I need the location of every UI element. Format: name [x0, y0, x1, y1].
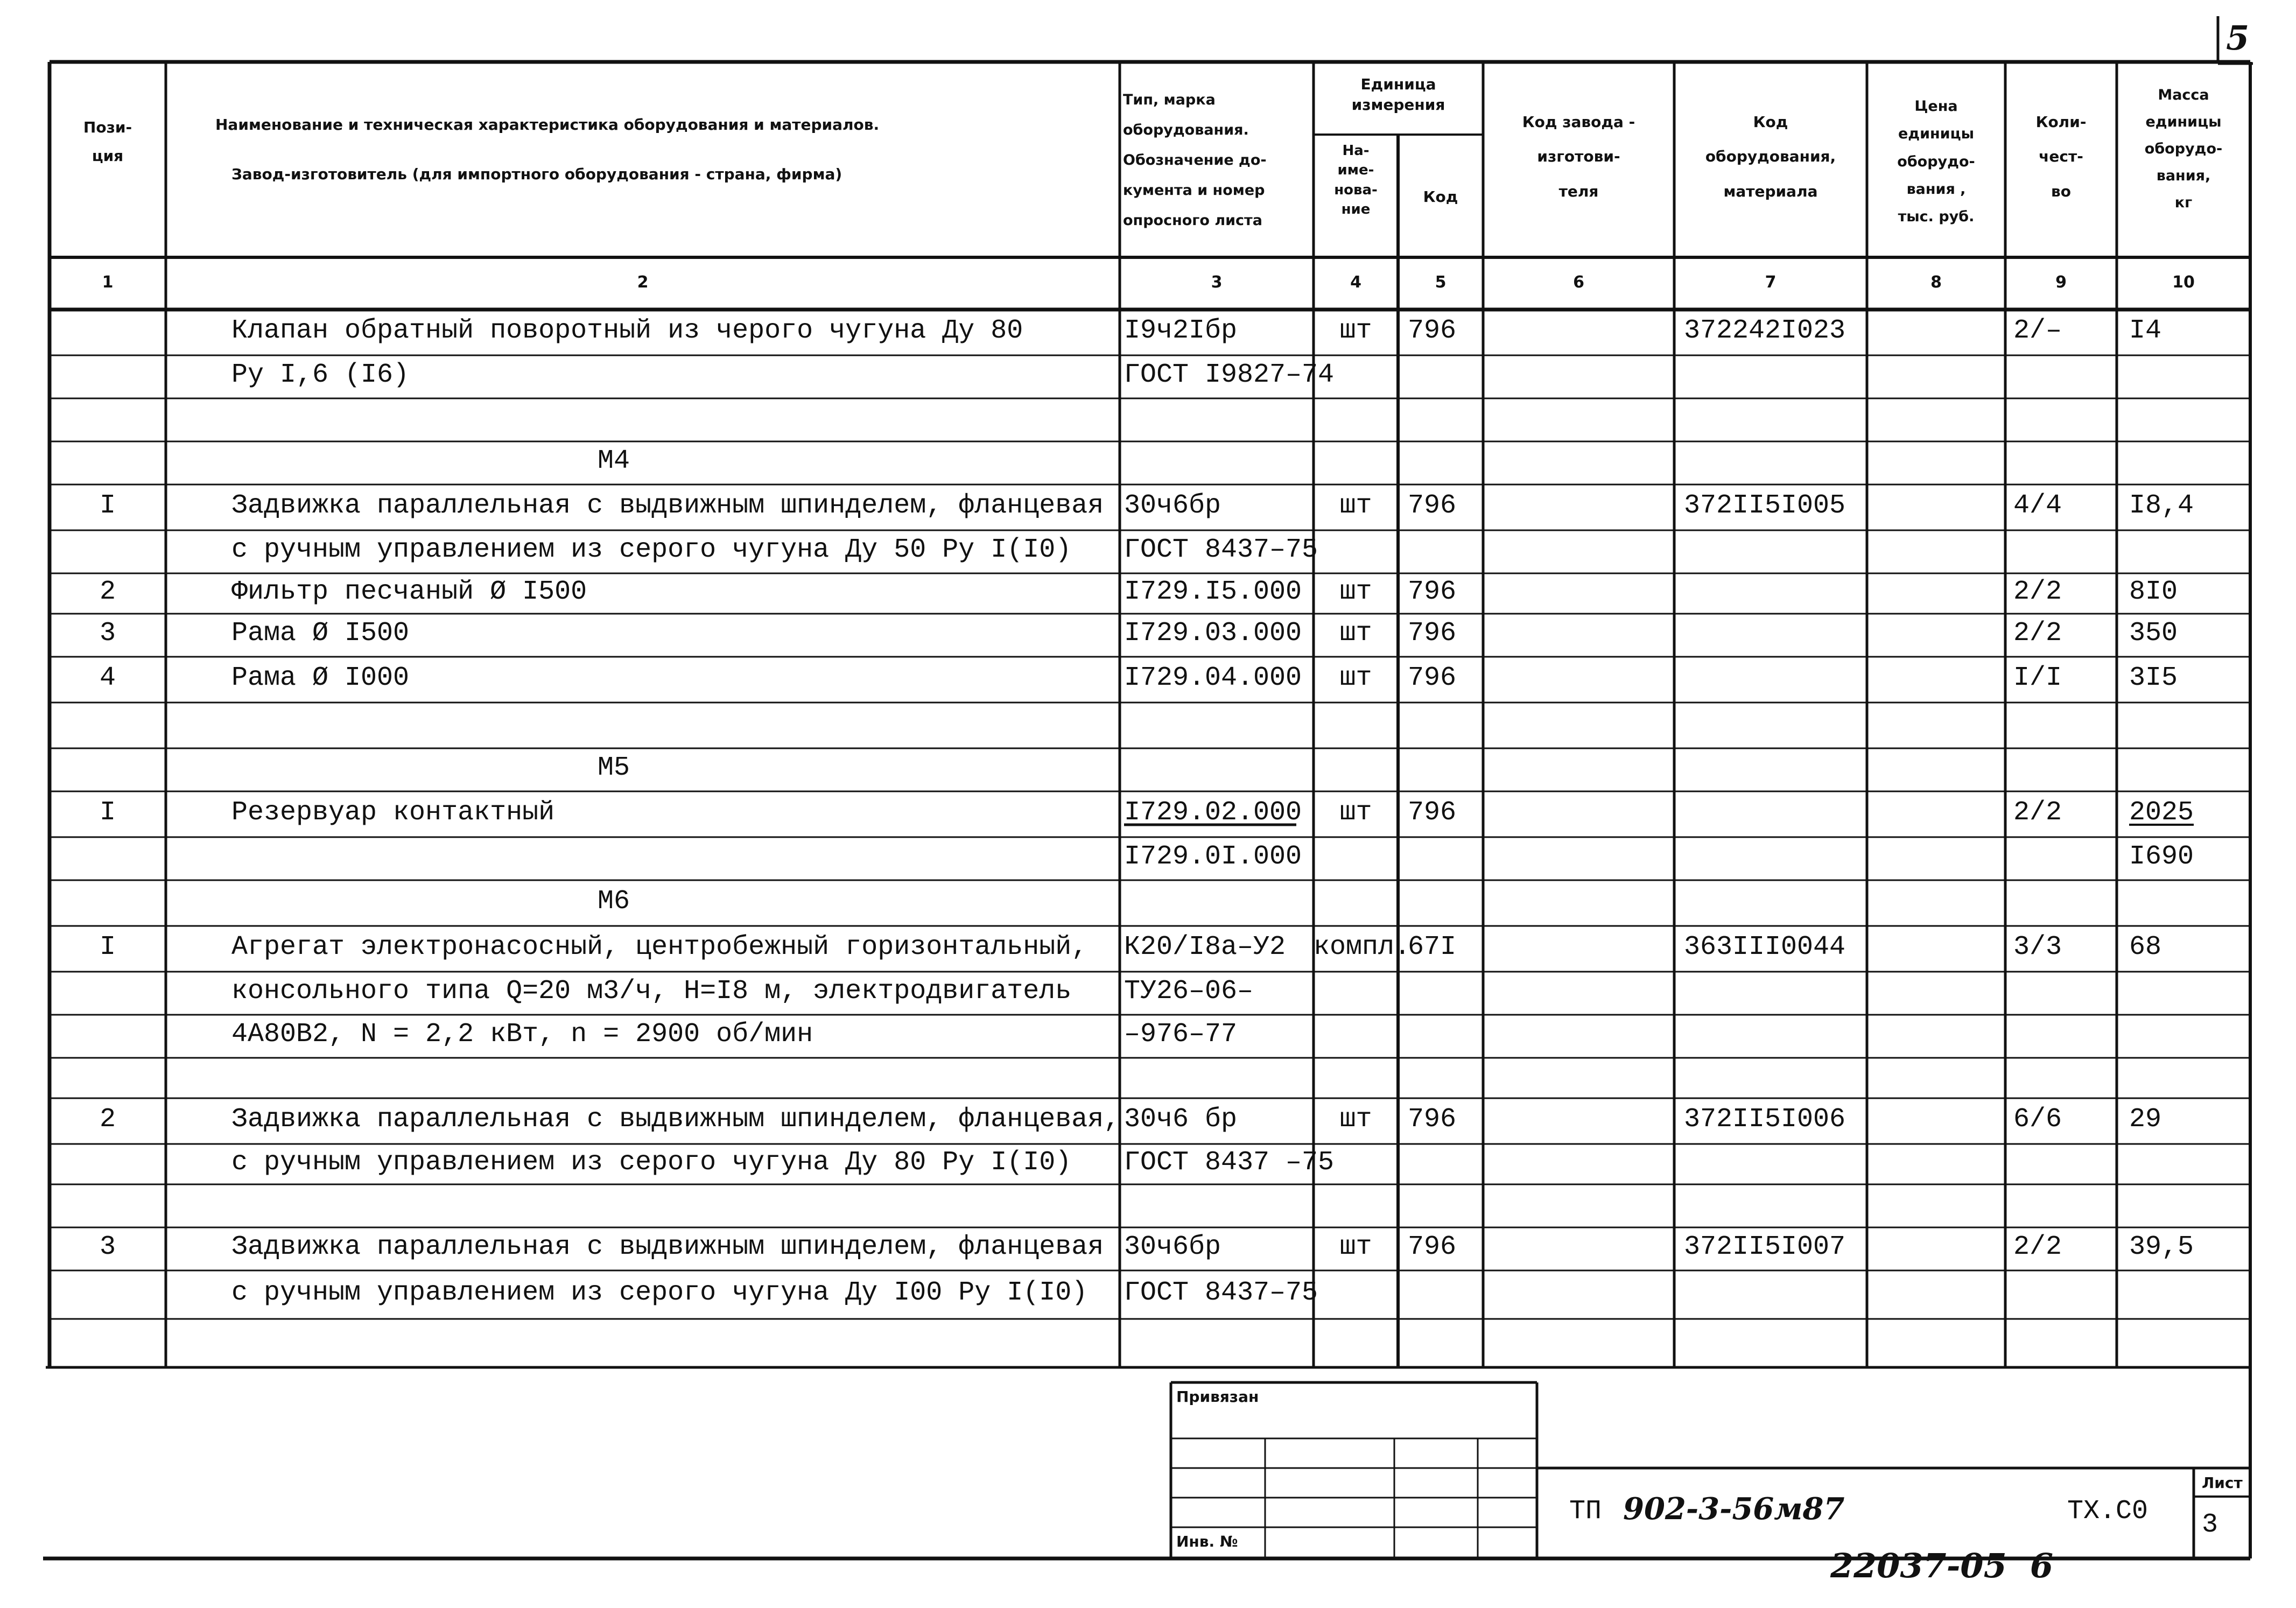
doc-code: ТХ.С0: [2067, 1496, 2148, 1527]
cell-pos: 3: [99, 1232, 116, 1262]
cell-name: Фильтр песчаный Ø I500: [231, 576, 587, 607]
cell-mass: I8,4: [2129, 490, 2194, 521]
cell-type: ГОСТ 8437–75: [1124, 1277, 1318, 1308]
doc-number: 902-3-56м87: [1623, 1491, 1845, 1527]
header-position: Пози- ция: [83, 118, 132, 165]
cell-unit: шт: [1339, 1104, 1372, 1135]
archive-number: 22037-05 6: [1830, 1546, 2054, 1585]
cell-pos: 4: [99, 662, 116, 693]
cell-type: 30ч6бр: [1124, 490, 1221, 521]
cell-mass: I4: [2129, 315, 2162, 346]
cell-unit: компл.: [1314, 931, 1411, 963]
cell-type: 30ч6 бр: [1124, 1104, 1238, 1135]
cell-type: I729.02.000: [1124, 797, 1302, 828]
cell-name: с ручным управлением из серого чугуна Ду 50 Ру I(I0): [231, 535, 1072, 565]
cell-name: Агрегат электронасосный, центробежный горизонтальный,: [231, 931, 1088, 963]
header-unit: Единица измерения: [1351, 75, 1445, 114]
cell-name: Задвижка параллельная с выдвижным шпинделем, фланцевая,: [231, 1104, 1120, 1135]
cell-name: Клапан обратный поворотный из черого чугуна Ду 80: [231, 315, 1023, 346]
cell-code: 796: [1408, 797, 1457, 828]
cell-type: ГОСТ I9827–74: [1124, 360, 1335, 390]
column-number: 4: [1350, 273, 1361, 292]
cell-name: M5: [598, 753, 630, 783]
cell-type: 30ч6бр: [1124, 1232, 1221, 1262]
cell-type: I729.0I.000: [1124, 841, 1302, 872]
cell-pos: I: [99, 797, 116, 828]
cell-type: К20/I8а–У2: [1124, 931, 1286, 963]
cell-mass: 8I0: [2129, 576, 2178, 607]
column-number: 2: [637, 273, 649, 292]
cell-mass: 350: [2129, 618, 2178, 649]
cell-equip: 372II5I005: [1684, 490, 1846, 521]
cell-pos: 2: [99, 1104, 116, 1135]
header-name-line2: Завод-изготовитель (для импортного оборудования - страна, фирма): [231, 165, 842, 183]
corner-page-number: 5: [2226, 18, 2250, 58]
header-unit-price: Цена единицы оборудо- вания , тыс. руб.: [1897, 98, 1975, 226]
cell-name: M4: [598, 446, 630, 476]
cell-equip: 372242I023: [1684, 315, 1846, 346]
cell-type: I729.04.000: [1124, 662, 1302, 693]
cell-type: I729.03.000: [1124, 618, 1302, 649]
header-unit-code: Код: [1423, 188, 1458, 206]
cell-mass: 39,5: [2129, 1232, 2194, 1262]
column-number: 6: [1573, 273, 1584, 292]
cell-qty: 2/2: [2013, 1232, 2062, 1262]
column-number: 10: [2172, 273, 2195, 292]
cell-mass: 3I5: [2129, 662, 2178, 693]
cell-qty: 2/–: [2013, 315, 2062, 346]
cell-qty: 2/2: [2013, 618, 2062, 649]
cell-equip: 363III0044: [1684, 931, 1846, 963]
cell-code: 67I: [1408, 931, 1457, 963]
cell-unit: шт: [1339, 576, 1372, 607]
header-quantity: Коли- чест- во: [2035, 113, 2087, 200]
header-name-line1: Наименование и техническая характеристика оборудования и материалов.: [215, 116, 880, 134]
cell-mass: 29: [2129, 1104, 2162, 1135]
cell-name: Задвижка параллельная с выдвижным шпинделем, фланцевая: [231, 490, 1104, 521]
cell-code: 796: [1408, 490, 1457, 521]
header-unit-name: На- име- нова- ние: [1334, 143, 1378, 218]
cell-name: с ручным управлением из серого чугуна Ду 80 Ру I(I0): [231, 1147, 1072, 1178]
header-plant-code: Код завода - изготови- теля: [1522, 113, 1635, 200]
cell-qty: 3/3: [2013, 931, 2062, 963]
cell-mass: I690: [2129, 841, 2194, 872]
column-number: 1: [102, 273, 114, 292]
cell-unit: шт: [1339, 618, 1372, 649]
cell-name: Рама Ø I000: [231, 662, 410, 693]
sheet-number: 3: [2202, 1509, 2218, 1540]
cell-type: –976–77: [1124, 1019, 1238, 1050]
cell-qty: 2/2: [2013, 797, 2062, 828]
cell-unit: шт: [1339, 315, 1372, 346]
cell-unit: шт: [1339, 797, 1372, 828]
cell-qty: 4/4: [2013, 490, 2062, 521]
cell-name: 4А80В2, N = 2,2 кВт, n = 2900 об/мин: [231, 1019, 813, 1050]
cell-name: Резервуар контактный: [231, 797, 555, 828]
bound-label: Привязан: [1176, 1388, 1259, 1406]
doc-prefix: ТП: [1569, 1496, 1602, 1527]
cell-unit: шт: [1339, 1232, 1372, 1262]
cell-code: 796: [1408, 618, 1457, 649]
cell-unit: шт: [1339, 662, 1372, 693]
cell-unit: шт: [1339, 490, 1372, 521]
cell-code: 796: [1408, 576, 1457, 607]
cell-pos: 3: [99, 618, 116, 649]
cell-type: ГОСТ 8437 –75: [1124, 1147, 1335, 1178]
cell-code: 796: [1408, 1232, 1457, 1262]
cell-code: 796: [1408, 1104, 1457, 1135]
cell-name: консольного типа Q=20 м3/ч, Н=I8 м, электродвигатель: [231, 976, 1072, 1007]
column-number: 3: [1211, 273, 1223, 292]
cell-qty: 2/2: [2013, 576, 2062, 607]
cell-equip: 372II5I007: [1684, 1232, 1846, 1262]
cell-name: Ру I,6 (I6): [231, 360, 410, 390]
cell-name: Рама Ø I500: [231, 618, 410, 649]
cell-qty: 6/6: [2013, 1104, 2062, 1135]
column-number: 9: [2055, 273, 2067, 292]
cell-name: с ручным управлением из серого чугуна Ду I00 Ру I(I0): [231, 1277, 1088, 1308]
column-number: 7: [1765, 273, 1777, 292]
cell-pos: I: [99, 931, 116, 963]
cell-name: Задвижка параллельная с выдвижным шпинделем, фланцевая: [231, 1232, 1104, 1262]
sheet-label: Лист: [2202, 1474, 2243, 1492]
cell-type: ГОСТ 8437–75: [1124, 535, 1318, 565]
cell-qty: I/I: [2013, 662, 2062, 693]
cell-type: I9ч2Iбр: [1124, 315, 1238, 346]
cell-mass: 68: [2129, 931, 2162, 963]
cell-type: I729.I5.000: [1124, 576, 1302, 607]
inventory-label: Инв. №: [1176, 1533, 1238, 1550]
header-type: Тип, марка оборудования. Обозначение до- кумента и номер опросного листа: [1123, 92, 1267, 229]
cell-name: M6: [598, 886, 630, 917]
cell-type: ТУ26–06–: [1124, 976, 1254, 1007]
header-equipment-code: Код оборудования, материала: [1705, 113, 1836, 200]
column-number: 5: [1435, 273, 1447, 292]
cell-pos: I: [99, 490, 116, 521]
header-mass: Масса единицы оборудо- вания, кг: [2144, 87, 2223, 211]
cell-equip: 372II5I006: [1684, 1104, 1846, 1135]
cell-pos: 2: [99, 576, 116, 607]
column-number: 8: [1930, 273, 1942, 292]
cell-code: 796: [1408, 662, 1457, 693]
cell-code: 796: [1408, 315, 1457, 346]
cell-mass: 2025: [2129, 797, 2194, 828]
